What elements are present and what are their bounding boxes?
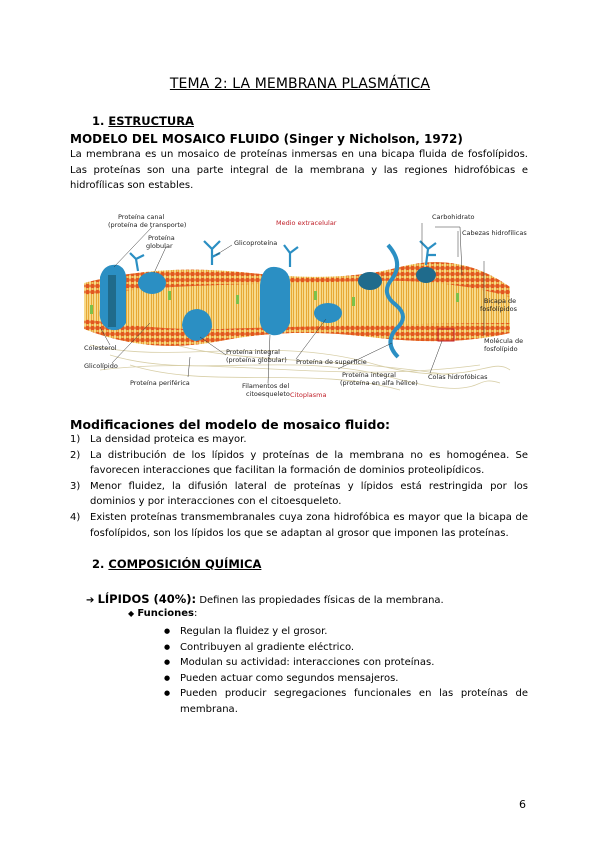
label-hydrophilic-heads: Cabezas hidrofílicas bbox=[462, 229, 527, 237]
functions-line: ◆ Funciones: bbox=[128, 608, 198, 619]
list-item: ● Regulan la fluidez y el grosor. bbox=[164, 624, 528, 640]
surface-protein bbox=[358, 272, 382, 290]
label-bilayer-sub: fosfolípidos bbox=[480, 305, 517, 313]
lipids-label: LÍPIDOS (40%): bbox=[97, 592, 197, 606]
list-item: ● Pueden actuar como segundos mensajeros. bbox=[164, 671, 528, 687]
section-title: ESTRUCTURA bbox=[108, 114, 194, 128]
label-cytoskeleton-sub: citoesqueleto bbox=[246, 390, 290, 398]
section-number: 2. bbox=[92, 557, 105, 571]
list-item: 4) Existen proteínas transmembranales cuya zona hidrofóbica es mayor que la bicapa de fosfolípidos, son los lípidos los que se adaptan al grosor que imponen las proteínas. bbox=[70, 511, 528, 539]
label-integral-alpha: Proteína integral bbox=[342, 371, 396, 379]
list-item: 3) Menor fluidez, la difusión lateral de proteínas y lípidos está restringida por los dominios y por interacciones con el citoesqueleto. bbox=[70, 480, 528, 508]
label-glycolipid: Glicolípido bbox=[84, 362, 118, 370]
lipids-text: Definen las propiedades físicas de la membrana. bbox=[199, 595, 444, 606]
list-item: ● Modulan su actividad: interacciones con proteínas. bbox=[164, 655, 528, 671]
diamond-bullet-icon: ◆ bbox=[128, 609, 135, 618]
functions-label: Funciones bbox=[137, 608, 194, 619]
fluid-mosaic-figure bbox=[70, 205, 530, 410]
label-surface-protein: Proteína de superficie bbox=[296, 358, 367, 366]
label-carbohydrate: Carbohidrato bbox=[432, 213, 475, 221]
label-globular-protein-sub: globular bbox=[146, 242, 173, 250]
modifications-list bbox=[70, 432, 528, 541]
label-cytoplasm: Citoplasma bbox=[290, 391, 327, 399]
list-item: 2) La distribución de los lípidos y proteínas de la membrana no es homogénea. Se favorecen interacciones que facilitan la formación de dominios proteolipídicos. bbox=[70, 449, 528, 477]
list-item: ● Pueden producir segregaciones funcionales en las proteínas de membrana. bbox=[164, 686, 528, 717]
label-peripheral-protein: Proteína periférica bbox=[130, 379, 190, 387]
modifications-heading: Modificaciones del modelo de mosaico fluido: bbox=[70, 417, 391, 432]
section-number: 1. bbox=[92, 114, 105, 128]
label-integral-globular: Proteína integral bbox=[226, 348, 280, 356]
label-bilayer: Bicapa de bbox=[484, 297, 517, 305]
list-item: 1) La densidad proteica es mayor. bbox=[70, 434, 247, 445]
label-globular-protein: Proteína bbox=[148, 234, 175, 242]
list-item: ● Contribuyen al gradiente eléctrico. bbox=[164, 640, 528, 656]
section-heading-structure bbox=[92, 114, 194, 128]
label-integral-globular-sub: (proteína globular) bbox=[226, 356, 287, 364]
label-integral-alpha-sub: (proteína en alfa hélice) bbox=[340, 379, 418, 387]
label-phospholipid-molecule-sub: fosfolípido bbox=[484, 345, 518, 353]
label-channel-protein: Proteína canal bbox=[118, 213, 165, 221]
functions-list bbox=[164, 624, 528, 718]
label-glycoprotein: Glicoproteína bbox=[234, 239, 278, 247]
page-number: 6 bbox=[519, 798, 526, 811]
section-title: COMPOSICIÓN QUÍMICA bbox=[108, 557, 262, 571]
label-extracellular: Medio extracelular bbox=[276, 219, 337, 227]
model-heading: MODELO DEL MOSAICO FLUIDO (Singer y Nicholson, 1972) bbox=[70, 132, 463, 146]
model-paragraph: La membrana es un mosaico de proteínas inmersas en una bicapa fluida de fosfolípidos. Las proteínas son una parte integral de la membrana y las regiones hidrofóbicas e hidrofílicas son estables. bbox=[70, 149, 528, 191]
integral-protein bbox=[260, 267, 290, 335]
arrow-icon: ➔ bbox=[86, 595, 95, 606]
label-phospholipid-molecule: Molécula de bbox=[484, 337, 524, 345]
label-cytoskeleton: Filamentos del bbox=[242, 382, 290, 390]
page-title: TEMA 2: LA MEMBRANA PLASMÁTICA bbox=[169, 76, 431, 92]
section-heading-composition bbox=[92, 557, 261, 571]
label-channel-protein-sub: (proteína de transporte) bbox=[108, 221, 187, 229]
label-hydrophobic-tails: Colas hidrofóbicas bbox=[428, 373, 488, 381]
lipids-line bbox=[86, 592, 444, 606]
label-cholesterol: Colesterol bbox=[84, 344, 117, 352]
globular-protein bbox=[138, 272, 166, 294]
